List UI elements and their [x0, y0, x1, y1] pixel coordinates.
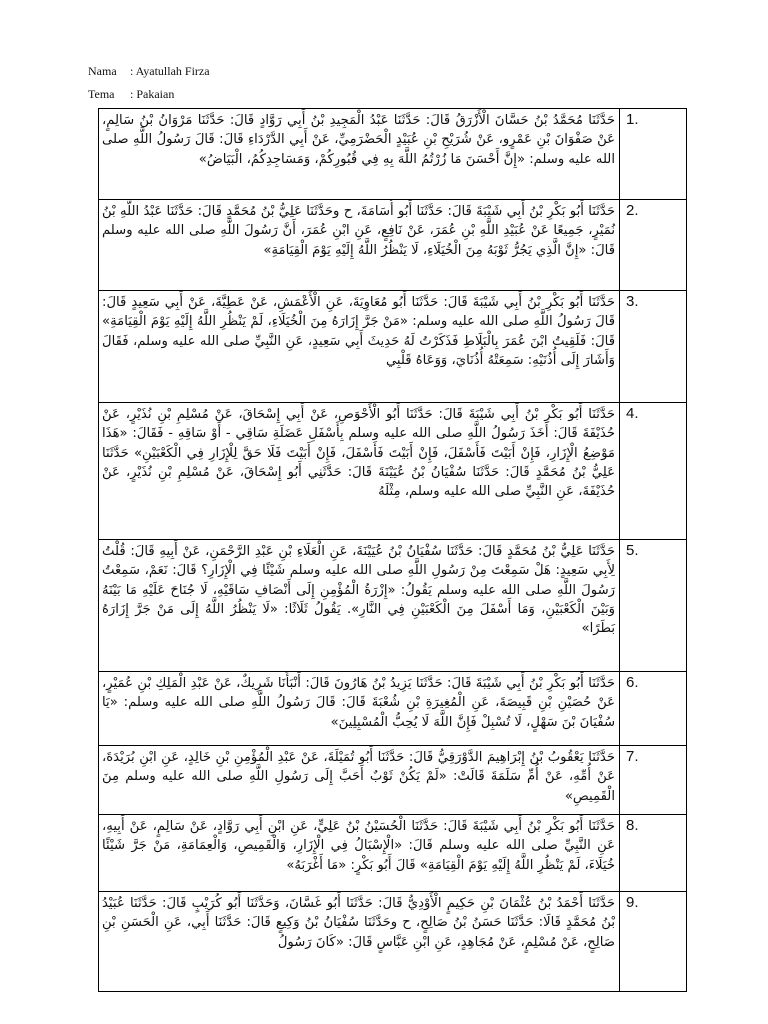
hadith-number: 8. — [620, 815, 687, 892]
table-row — [99, 746, 687, 815]
hadith-text: حَدَّثَنَا يَعْقُوبُ بْنُ إِبْرَاهِيمَ الدَّوْرَقِيُّ قَالَ: حَدَّثَنَا أَبُو تُمَيْلَةَ، عَنْ عَبْدِ الْمُؤْمِنِ بْنِ خَالِدٍ، عَنِ ابْنِ بُرَيْدَةَ، عَنْ أُمِّهِ، عَنْ أُمِّ سَلَمَةَ قَالَتْ: «لَمْ يَكُنْ ثَوْبٌ أَحَبَّ إِلَى رَسُولِ اللَّهِ صلى الله عليه وسلم مِنَ الْقَمِيصِ» — [99, 746, 620, 815]
hadith-text: حَدَّثَنَا أَبُو بَكْرِ بْنُ أَبِي شَيْبَةَ قَالَ: حَدَّثَنَا أَبُو الْأَحْوَصِ، عَنْ أَبِي إِسْحَاقَ، عَنْ مُسْلِمِ بْنِ نُذَيْرٍ، عَنْ حُذَيْفَةَ قَالَ: أَخَذَ رَسُولُ اللَّهِ صلى الله عليه وسلم بِأَسْفَلِ عَضَلَةِ سَاقِي - أَوْ سَاقِهِ - فَقَالَ: «هَذَا مَوْضِعُ الْإِزَارِ، فَإِنْ أَبَيْتَ فَأَسْفَلَ، فَإِنْ أَبَيْتَ فَأَسْفَلَ، فَإِنْ أَبَيْتَ فَلَا حَقَّ لِلْإِزَارِ فِي الْكَعْبَيْنِ» حَدَّثَنَا عَلِيُّ بْنُ مُحَمَّدٍ قَالَ: حَدَّثَنَا سُفْيَانُ بْنُ عُيَيْنَةَ قَالَ: حَدَّثَنِي أَبُو إِسْحَاقَ، عَنْ مُسْلِمِ بْنِ نُذَيْرٍ، عَنْ حُذَيْفَةَ، عَنِ النَّبِيِّ صلى الله عليه وسلم، مِثْلَهُ — [99, 403, 620, 540]
table-row — [99, 540, 687, 672]
student-name-line — [88, 64, 210, 79]
topic-value: : Pakaian — [130, 87, 175, 101]
topic-label: Tema — [88, 87, 115, 101]
table-row — [99, 815, 687, 892]
hadith-text: حَدَّثَنَا عَلِيُّ بْنُ مُحَمَّدٍ قَالَ: حَدَّثَنَا سُفْيَانُ بْنُ عُيَيْنَةَ، عَنِ الْعَلَاءِ بْنِ عَبْدِ الرَّحْمَنِ، عَنْ أَبِيهِ قَالَ: قُلْتُ لِأَبِي سَعِيدٍ: هَلْ سَمِعْتَ مِنْ رَسُولِ اللَّهِ صلى الله عليه وسلم شَيْئًا فِي الْإِزَارِ؟ قَالَ: نَعَمْ، سَمِعْتُ رَسُولَ اللَّهِ صلى الله عليه وسلم يَقُولُ: «إِزْرَةُ الْمُؤْمِنِ إِلَى أَنْصَافِ سَاقَيْهِ، لَا جُنَاحَ عَلَيْهِ مَا بَيْنَهُ وَبَيْنَ الْكَعْبَيْنِ، وَمَا أَسْفَلَ مِنَ الْكَعْبَيْنِ فِي النَّارِ». يَقُولُ ثَلَاثًا: «لَا يَنْظُرُ اللَّهُ إِلَى مَنْ جَرَّ إِزَارَهُ بَطَرًا» — [99, 540, 620, 672]
hadith-number: 9. — [620, 892, 687, 992]
hadith-text: حَدَّثَنَا مُحَمَّدُ بْنُ حَسَّانَ الْأَزْرَقُ قَالَ: حَدَّثَنَا عَبْدُ الْمَجِيدِ بْنُ أَبِي رَوَّادٍ قَالَ: حَدَّثَنَا مَرْوَانُ بْنُ سَالِمٍ، عَنْ صَفْوَانَ بْنِ عَمْرٍو، عَنْ شُرَيْحِ بْنِ عُبَيْدٍ الْحَضْرَمِيِّ، عَنْ أَبِي الدَّرْدَاءِ قَالَ: قَالَ رَسُولُ اللَّهِ صلى الله عليه وسلم: «إِنَّ أَحْسَنَ مَا زُرْتُمُ اللَّهَ بِهِ فِي قُبُورِكُمْ، وَمَسَاجِدِكُمُ، الْبَيَاضُ» — [99, 109, 620, 200]
hadith-number: 3. — [620, 291, 687, 403]
hadith-number: 4. — [620, 403, 687, 540]
hadith-table — [98, 108, 687, 992]
table-row — [99, 291, 687, 403]
hadith-text: حَدَّثَنَا أَبُو بَكْرِ بْنُ أَبِي شَيْبَةَ قَالَ: حَدَّثَنَا يَزِيدُ بْنُ هَارُونَ قَالَ: أَنْبَأَنَا شَرِيكٌ، عَنْ عَبْدِ الْمَلِكِ بْنِ عُمَيْرٍ، عَنْ حُصَيْنِ بْنِ قَبِيصَةَ، عَنِ الْمُغِيرَةِ بْنِ شُعْبَةَ قَالَ: قَالَ رَسُولُ اللَّهِ صلى الله عليه وسلم: «يَا سُفْيَانَ بْنَ سَهْلٍ، لَا تُسْبِلْ فَإِنَّ اللَّهَ لَا يُحِبُّ الْمُسْبِلِينَ» — [99, 672, 620, 746]
hadith-number: 5. — [620, 540, 687, 672]
hadith-number: 6. — [620, 672, 687, 746]
topic-line — [88, 87, 174, 102]
hadith-text: حَدَّثَنَا أَبُو بَكْرِ بْنُ أَبِي شَيْبَةَ قَالَ: حَدَّثَنَا أَبُو أُسَامَةَ، ح وحَدَّثَنَا عَلِيُّ بْنُ مُحَمَّدٍ قَالَ: حَدَّثَنَا عَبْدُ اللَّهِ بْنُ نُمَيْرٍ، جَمِيعًا عَنْ عُبَيْدِ اللَّهِ بْنِ عُمَرَ، عَنْ نَافِعٍ، عَنِ ابْنِ عُمَرَ، أَنَّ رَسُولَ اللَّهِ صلى الله عليه وسلم قَالَ: «إِنَّ الَّذِي يَجُرُّ ثَوْبَهُ مِنَ الْخُيَلَاءِ، لَا يَنْظُرُ اللَّهُ إِلَيْهِ يَوْمَ الْقِيَامَةِ» — [99, 200, 620, 291]
hadith-number: 1. — [620, 109, 687, 200]
hadith-text: حَدَّثَنَا أَبُو بَكْرِ بْنُ أَبِي شَيْبَةَ قَالَ: حَدَّثَنَا أَبُو مُعَاوِيَةَ، عَنِ الْأَعْمَشِ، عَنْ عَطِيَّةَ، عَنْ أَبِي سَعِيدٍ قَالَ: قَالَ رَسُولُ اللَّهِ صلى الله عليه وسلم: «مَنْ جَرَّ إِزَارَهُ مِنَ الْخُيَلَاءِ، لَمْ يَنْظُرِ اللَّهُ إِلَيْهِ يَوْمَ الْقِيَامَةِ» قَالَ: فَلَقِيتُ ابْنَ عُمَرَ بِالْبَلَاطِ فَذَكَرْتُ لَهُ حَدِيثَ أَبِي سَعِيدٍ، عَنِ النَّبِيِّ صلى الله عليه وسلم، فَقَالَ وَأَشَارَ إِلَى أُذُنَيْهِ: سَمِعَتْهُ أُذُنَايَ، وَوَعَاهُ قَلْبِي — [99, 291, 620, 403]
hadith-text: حَدَّثَنَا أَبُو بَكْرِ بْنُ أَبِي شَيْبَةَ قَالَ: حَدَّثَنَا الْحُسَيْنُ بْنُ عَلِيٍّ، عَنِ ابْنِ أَبِي رَوَّادٍ، عَنْ سَالِمٍ، عَنْ أَبِيهِ، عَنِ النَّبِيِّ صلى الله عليه وسلم قَالَ: «الْإِسْبَالُ فِي الْإِزَارِ، وَالْقَمِيصِ، وَالْعِمَامَةِ، مَنْ جَرَّ شَيْئًا خُيَلَاءَ، لَمْ يَنْظُرِ اللَّهُ إِلَيْهِ يَوْمَ الْقِيَامَةِ» قَالَ أَبُو بَكْرٍ: «مَا أَغْرَبَهُ» — [99, 815, 620, 892]
name-value: : Ayatullah Firza — [130, 64, 210, 78]
table-row — [99, 892, 687, 992]
hadith-number: 7. — [620, 746, 687, 815]
table-row — [99, 403, 687, 540]
table-row — [99, 672, 687, 746]
hadith-text: حَدَّثَنَا أَحْمَدُ بْنُ عُثْمَانَ بْنِ حَكِيمٍ الْأَوْدِيُّ قَالَ: حَدَّثَنَا أَبُو غَسَّانَ، وَحَدَّثَنَا أَبُو كُرَيْبٍ قَالَ: حَدَّثَنَا عُبَيْدُ بْنُ مُحَمَّدٍ قَالَا: حَدَّثَنَا حَسَنُ بْنُ صَالِحٍ، ح وحَدَّثَنَا سُفْيَانُ بْنُ وَكِيعٍ قَالَ: حَدَّثَنَا أَبِي، عَنِ الْحَسَنِ بْنِ صَالِحٍ، عَنْ مُسْلِمٍ، عَنْ مُجَاهِدٍ، عَنِ ابْنِ عَبَّاسٍ قَالَ: «كَانَ رَسُولُ — [99, 892, 620, 992]
table-row — [99, 109, 687, 200]
hadith-number: 2. — [620, 200, 687, 291]
name-label: Nama — [88, 64, 117, 78]
table-row — [99, 200, 687, 291]
